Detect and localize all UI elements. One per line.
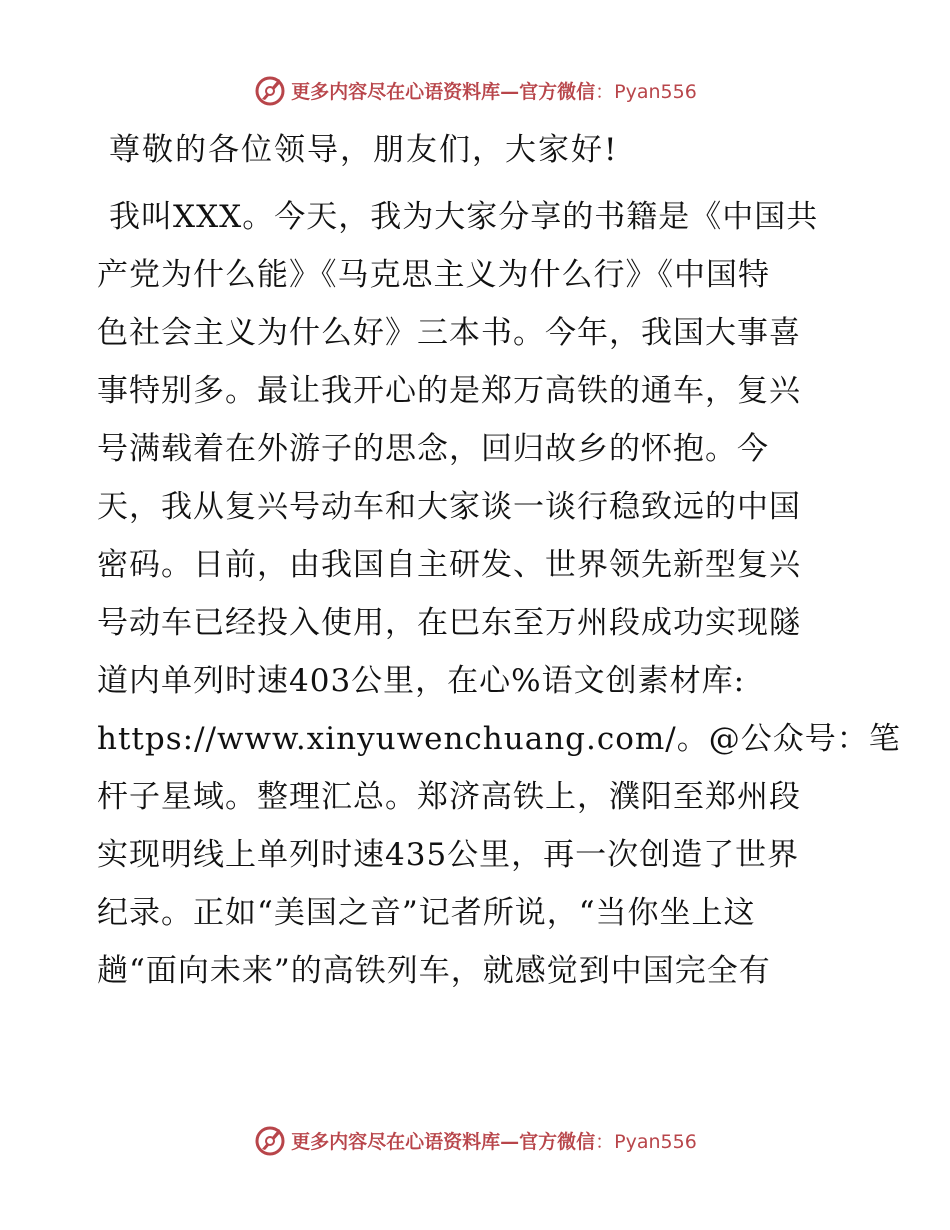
paragraph-line: 事特别多。最让我开心的是郑万高铁的通车，复兴: [97, 373, 801, 409]
paragraph-line: 密码。日前，由我国自主研发、世界领先新型复兴: [97, 547, 801, 583]
document-body: [97, 122, 901, 1000]
paragraph-line: 产党为什么能》《马克思主义为什么行》《中国特: [97, 257, 770, 293]
header-banner-wechat: ：Pyan556: [595, 80, 697, 103]
quill-logo-icon: [253, 1123, 287, 1157]
paragraph-line: 号动车已经投入使用，在巴东至万州段成功实现隧: [97, 605, 801, 641]
header-banner-text: 更多内容尽在心语资料库—官方微信: [291, 80, 596, 103]
quill-logo-icon: [253, 73, 287, 107]
paragraph-line: 纪录。正如“美国之音”记者所说，“当你坐上这: [97, 895, 756, 931]
footer-banner-text: 更多内容尽在心语资料库—官方微信: [291, 1130, 596, 1153]
paragraph-line: 趟“面向未来”的高铁列车，就感觉到中国完全有: [97, 953, 771, 989]
footer-banner-wechat: ：Pyan556: [595, 1130, 697, 1153]
paragraph-line: 我叫XXX。今天，我为大家分享的书籍是《中国共: [109, 199, 819, 235]
paragraph-line: 天，我从复兴号动车和大家谈一谈行稳致远的中国: [97, 489, 801, 525]
paragraph-line: 实现明线上单列时速435公里，再一次创造了世界: [97, 837, 800, 873]
greeting-line: 尊敬的各位领导，朋友们，大家好!: [109, 132, 619, 168]
footer-banner: [0, 1120, 950, 1160]
paragraph-line: 号满载着在外游子的思念，回归故乡的怀抱。今: [97, 431, 769, 467]
header-banner: [0, 70, 950, 110]
paragraph-line: https://www.xinyuwenchuang.com/。@公众号：笔: [97, 721, 901, 757]
paragraph-line: 道内单列时速403公里，在心%语文创素材库:: [97, 663, 746, 699]
paragraph-line: 色社会主义为什么好》三本书。今年，我国大事喜: [97, 315, 801, 351]
paragraph-line: 杆子星域。整理汇总。郑济高铁上，濮阳至郑州段: [97, 779, 801, 815]
speech-paragraph: [97, 188, 901, 1000]
